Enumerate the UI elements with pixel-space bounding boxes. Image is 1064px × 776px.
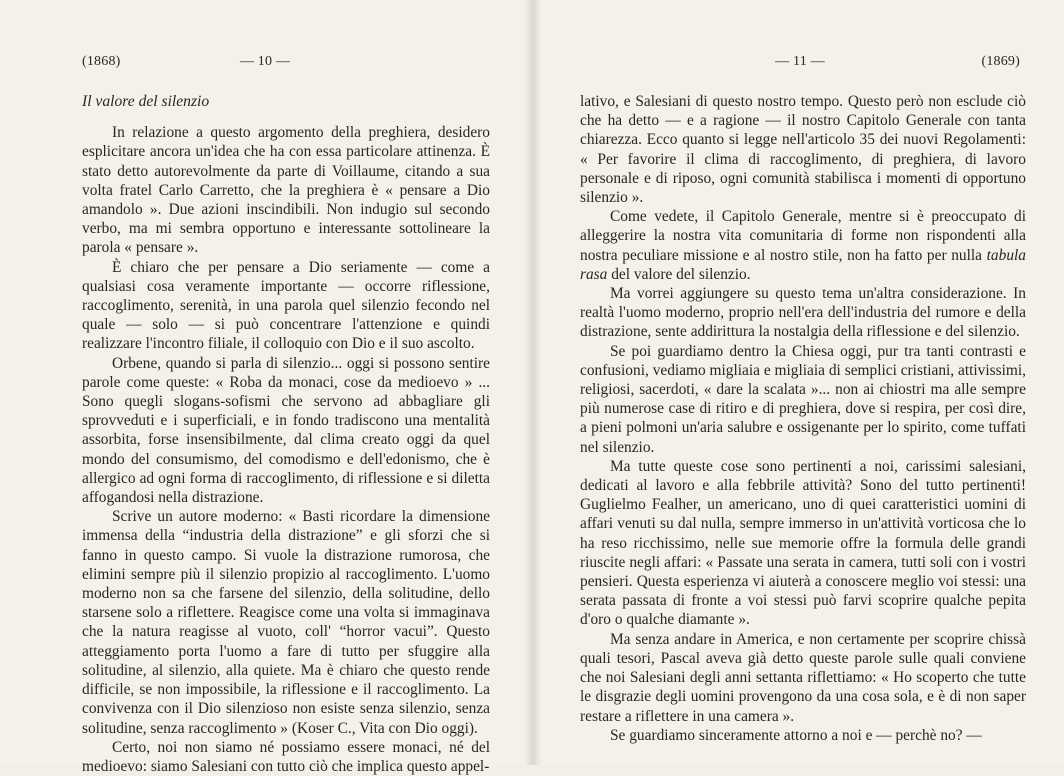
right-paragraph: Se guardiamo sinceramente attorno a noi e — perchè no? — <box>610 726 982 744</box>
right-page-body <box>580 92 1026 745</box>
left-paragraph: In relazione a questo argomento della preghiera, desidero esplicitare ancora un'idea che ha con essa particolare attinenza. È stato detto autorevolmente da parte di Voillaume, citando a sua volta fratel Carlo Carretto, che la preghiera è « pensare a Dio amandolo ». Due azioni inscindibili. Non indugio sul secondo verbo, ma mi sembra opportuno e interessante sottolineare la parola « pensare ». <box>82 124 490 257</box>
right-paragraph: Ma tutte queste cose sono pertinenti a noi, carissimi salesiani, dedicati al lavoro e alla febbrile attività? Sono del tutto pertinenti! Guglielmo Fealher, un americano, uno di quei caratteristici uomini di affari venuti su dal nulla, sempre immerso in un'attività vorticosa che lo ha reso ricchissimo, nelle sue memorie offre la formula delle grandi riuscite negli affari: « Passate una serata in camera, tutti soli con i vostri pensieri. Questa esperienza vi aiuterà a conoscere meglio voi stessi: una serata passata di fronte a voi stessi può farvi scoprire qualche pepita d'oro o qualche diamante ». <box>580 457 1026 629</box>
right-paragraph: Se poi guardiamo dentro la Chiesa oggi, pur tra tanti contrasti e confusioni, vediamo migliaia e migliaia di semplici cristiani, attivissimi, religiosi, sacerdoti, « dare la scalata »... non ai chiostri ma alle sempre più numerose case di ritiro e di preghiera, dove si respira, per così dire, a pieni polmoni un'aria salubre e ossigenante per lo spirito, come tuffati nel silenzio. <box>580 342 1026 456</box>
section-title: Il valore del silenzio <box>82 93 210 110</box>
left-archive-code: (1868) <box>82 54 121 69</box>
left-paragraph: È chiaro che per pensare a Dio seriamente — come a qualsiasi cosa veramente importante — occorre riflessione, raccoglimento, serenità, in una parola quel silenzio fecondo nel quale — solo — si può concentrare l'attenzione e quindi realizzare l'incontro filiale, il colloquio con Dio e il suo ascolto. <box>82 258 490 353</box>
left-page <box>0 0 530 775</box>
italic-phrase: tabula rasa <box>580 246 1026 283</box>
left-page-body <box>82 92 490 776</box>
right-paragraph <box>580 207 1026 284</box>
paragraph-text: del valore del silenzio. <box>607 265 751 283</box>
right-page-number: — 11 — <box>775 54 825 69</box>
left-paragraph: Certo, noi non siamo né possiamo essere monaci, né del medioevo: siamo Salesiani con tutto ciò che implica questo appel- <box>82 738 490 775</box>
left-page-number: — 10 — <box>239 54 291 69</box>
right-paragraph: Ma senza andare in America, e non certamente per scoprire chissà quali tesori, Pascal aveva già detto queste parole sulle quali conviene che noi Salesiani degli anni settanta riflettiamo: « Ho scoperto che tutte le disgrazie degli uomini provengono da una cosa sola, e è di non saper restare a riflettere in una camera ». <box>580 630 1026 725</box>
left-paragraph: Scrive un autore moderno: « Basti ricordare la dimensione immensa della “industria della distrazione” e gli sforzi che si fanno in questo campo. Si vuole la distrazione rumorosa, che elimini sempre più il silenzio propizio al raccoglimento. L'uomo moderno non sa che farsene del silenzio, della solitudine, dello starsene solo a riflettere. Reagisce come una volta si immaginava che la natura reagisse al vuoto, coll' “horror vacui”. Questo atteggiamento porta l'uomo a fare di tutto per sfuggire alla solitudine, al silenzio, alla quiete. Ma è chiaro che questo rende difficile, se non impossibile, la riflessione e il raccoglimento. La convivenza con il Dio silenzioso non esiste senza silenzio, senza solitudine, senza raccoglimento » (Koser C., Vita con Dio oggi). <box>82 508 490 737</box>
right-paragraph: Ma vorrei aggiungere su questo tema un'altra considerazione. In realtà l'uomo moderno, proprio nell'era dell'industria del rumore e della distrazione, sente addirittura la nostalgia della riflessione e del silenzio. <box>580 285 1026 341</box>
left-paragraph: Orbene, quando si parla di silenzio... oggi si possono sentire parole come queste: « Roba da monaci, cose da medioevo » ... Sono quegli slogans-sofismi che servono ad abbagliare gli sprovveduti e i superficiali, e in fondo tradiscono una mentalità assorbita, forse insensibilmente, dal clima creato oggi da quel mondo del consumismo, del comodismo e dell'edonismo, che è allergico ad ogni forma di raccoglimento, di riflessione e si diletta affogandosi nella distrazione. <box>82 354 490 507</box>
right-page <box>536 0 1064 765</box>
right-archive-code: (1869) <box>981 54 1020 69</box>
paragraph-text: Come vedete, il Capitolo Generale, mentre si è preoccupato di alleggerire la nostra vita comunitaria di forme non rispondenti alla nostra peculiare missione e al nostro stile, non ha fatto per nulla <box>580 208 1026 264</box>
right-continued-paragraph: lativo, e Salesiani di questo nostro tempo. Questo però non esclude ciò che ha detto — e a ragione — il nostro Capitolo Generale con tanta chiarezza. Ecco quanto si legge nell'articolo 35 dei nuovi Regolamenti: « Per favorire il clima di raccoglimento, di preghiera, di lavoro personale e di riposo, ogni comunità stabilisca i momenti di opportuno silenzio ». <box>580 93 1026 207</box>
